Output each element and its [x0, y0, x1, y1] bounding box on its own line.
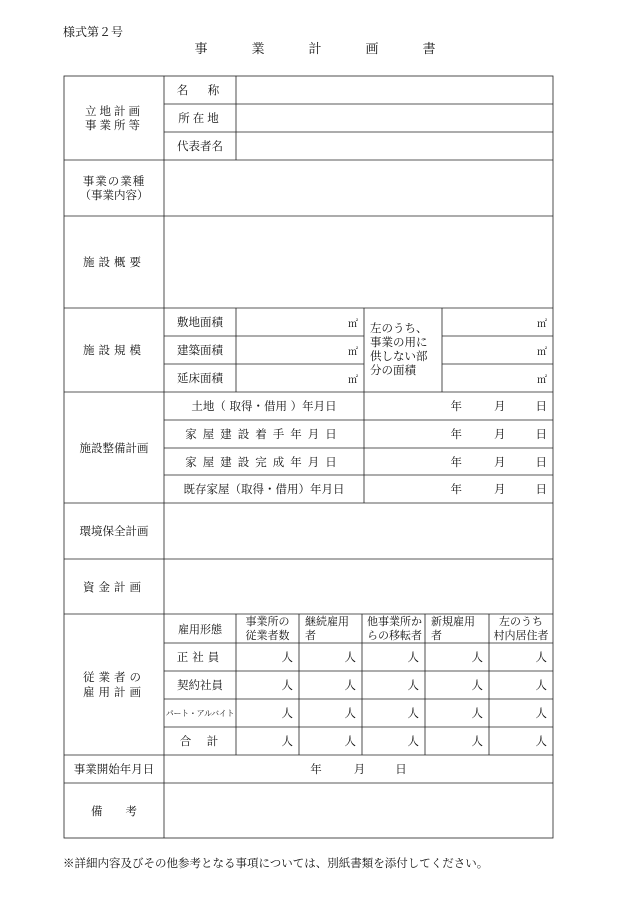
day-label: 日 [535, 454, 547, 469]
employment-cell[interactable]: 人 [281, 650, 293, 664]
header-line: 者 [431, 628, 442, 642]
sqm-unit: ㎡ [348, 318, 358, 330]
employment-cell[interactable]: 人 [471, 678, 483, 692]
business-type-label-line2: （事業内容） [79, 188, 149, 202]
environment-plan-label: 環境保全計画 [79, 524, 149, 538]
representative-field[interactable] [236, 132, 553, 160]
representative-label: 代表者名 [177, 139, 223, 153]
site-label-line2: 事業所等 [85, 118, 143, 132]
year-label: 年 [450, 454, 462, 469]
month-label: 月 [353, 762, 366, 776]
header-line: 新規雇用 [431, 614, 475, 628]
sqm-unit: ㎡ [537, 346, 547, 358]
employment-cell[interactable]: 人 [471, 706, 483, 720]
day-label: 日 [535, 482, 547, 496]
employment-cell[interactable]: 人 [344, 650, 356, 664]
day-label: 日 [535, 399, 547, 413]
facility-plan-label: 施設整備計画 [79, 440, 149, 455]
employment-cell[interactable]: 人 [281, 706, 293, 720]
employment-cell[interactable]: 人 [281, 734, 293, 748]
site-area-label: 敷地面積 [177, 315, 223, 329]
construction-complete-date-label: 家屋建設完成年月日 [185, 454, 343, 469]
non-business-label-line: 事業の用に [370, 335, 428, 350]
employment-cell[interactable]: 人 [344, 678, 356, 692]
current-employees-header [236, 614, 299, 643]
employment-cell[interactable]: 人 [407, 678, 419, 692]
month-label: 月 [494, 482, 506, 496]
employment-label-line1: 従業者の [83, 670, 145, 685]
header-line: 事業所の [245, 614, 290, 628]
site-section-label [64, 76, 164, 160]
transferred-employees-header [362, 614, 425, 643]
employment-cell[interactable]: 人 [407, 706, 419, 720]
name-label: 名 称 [176, 83, 224, 97]
non-business-label-line: 分の面積 [370, 362, 416, 377]
employment-type-header: 雇用形態 [178, 622, 222, 636]
site-label-line1: 立地計画 [85, 103, 143, 118]
title-char: 書 [422, 42, 436, 57]
month-label: 月 [494, 454, 506, 469]
sqm-unit: ㎡ [348, 346, 358, 358]
building-area-field[interactable] [236, 336, 364, 364]
business-type-label [64, 160, 164, 216]
facility-scale-label: 施設規模 [83, 343, 145, 357]
funding-plan-field[interactable] [164, 559, 553, 614]
sqm-unit: ㎡ [537, 374, 547, 386]
part-time-label: パート・アルバイト [165, 708, 235, 718]
funding-plan-label: 資金計画 [83, 579, 145, 594]
land-acquisition-date-field[interactable] [364, 392, 553, 420]
floor-area-label: 延床面積 [177, 371, 223, 385]
existing-building-date-label: 既存家屋（取得・借用）年月日 [183, 482, 345, 496]
non-business-label-line: 左のうち、 [370, 321, 428, 336]
footnote: ※詳細内容及びその他参考となる事項については、別紙書類を添付してください。 [63, 856, 489, 870]
header-line: 継続雇用 [305, 614, 349, 628]
day-label: 日 [535, 427, 547, 441]
employment-cell[interactable]: 人 [281, 678, 293, 692]
employment-cell[interactable]: 人 [471, 734, 483, 748]
local-residents-header [489, 614, 553, 643]
employment-cell[interactable]: 人 [407, 650, 419, 664]
remarks-label: 備 考 [91, 803, 137, 818]
sqm-unit: ㎡ [537, 318, 547, 330]
non-business-floor-area-field[interactable] [442, 364, 553, 392]
month-label: 月 [494, 427, 506, 441]
start-date-label: 事業開始年月日 [73, 762, 155, 776]
header-line: らの移転者 [367, 628, 422, 642]
non-business-area-label [364, 308, 442, 392]
title-char: 事 [194, 42, 208, 57]
address-label: 所在地 [178, 111, 222, 125]
business-type-field[interactable] [164, 160, 553, 216]
year-label: 年 [450, 482, 462, 496]
total-label: 合 計 [179, 734, 221, 748]
existing-building-date-field[interactable] [364, 475, 553, 503]
employment-cell[interactable]: 人 [535, 734, 547, 748]
construction-complete-date-field[interactable] [364, 448, 553, 475]
non-business-building-area-field[interactable] [442, 336, 553, 364]
header-line: 他事業所か [367, 614, 422, 628]
employment-label-line2: 雇用計画 [83, 684, 145, 699]
year-label: 年 [450, 399, 462, 413]
construction-start-date-field[interactable] [364, 420, 553, 448]
employment-plan-label [64, 614, 164, 755]
environment-plan-field[interactable] [164, 503, 553, 559]
non-business-label-line: 供しない部 [370, 349, 428, 363]
employment-cell[interactable]: 人 [535, 678, 547, 692]
header-line: 左のうち [499, 614, 543, 628]
header-line: 村内居住者 [493, 628, 549, 642]
employment-cell[interactable]: 人 [535, 706, 547, 720]
regular-employee-label: 正社員 [176, 650, 224, 664]
sqm-unit: ㎡ [348, 374, 358, 386]
business-type-label-line1: 事業の業種 [82, 173, 146, 188]
form-number: 様式第２号 [63, 25, 124, 39]
employment-cell[interactable]: 人 [535, 650, 547, 664]
facility-overview-label: 施設概要 [83, 255, 145, 269]
title-char: 計 [308, 42, 322, 57]
employment-cell[interactable]: 人 [344, 734, 356, 748]
year-label: 年 [310, 762, 322, 776]
site-area-field[interactable] [236, 308, 364, 336]
new-employees-header [425, 614, 489, 643]
construction-start-date-label: 家屋建設着手年月日 [185, 427, 343, 441]
start-date-field[interactable] [164, 755, 553, 783]
building-area-label: 建築面積 [177, 343, 223, 357]
month-label: 月 [494, 399, 506, 413]
header-line: 者 [305, 628, 316, 642]
address-field[interactable] [236, 104, 553, 132]
non-business-site-area-field[interactable] [442, 308, 553, 336]
continued-employees-header [299, 614, 362, 643]
day-label: 日 [395, 762, 407, 776]
remarks-field[interactable] [164, 783, 553, 838]
facility-overview-field[interactable] [164, 216, 553, 308]
title-char: 画 [365, 42, 379, 57]
contract-employee-label: 契約社員 [177, 678, 223, 692]
floor-area-field[interactable] [236, 364, 364, 392]
land-acquisition-date-label: 土地（ 取得・借用 ）年月日 [191, 399, 337, 413]
employment-cell[interactable]: 人 [471, 650, 483, 664]
title-char: 業 [251, 42, 265, 57]
header-line: 従業者数 [245, 628, 290, 642]
employment-cell[interactable]: 人 [344, 706, 356, 720]
year-label: 年 [450, 427, 462, 441]
name-field[interactable] [236, 76, 553, 104]
employment-cell[interactable]: 人 [407, 734, 419, 748]
